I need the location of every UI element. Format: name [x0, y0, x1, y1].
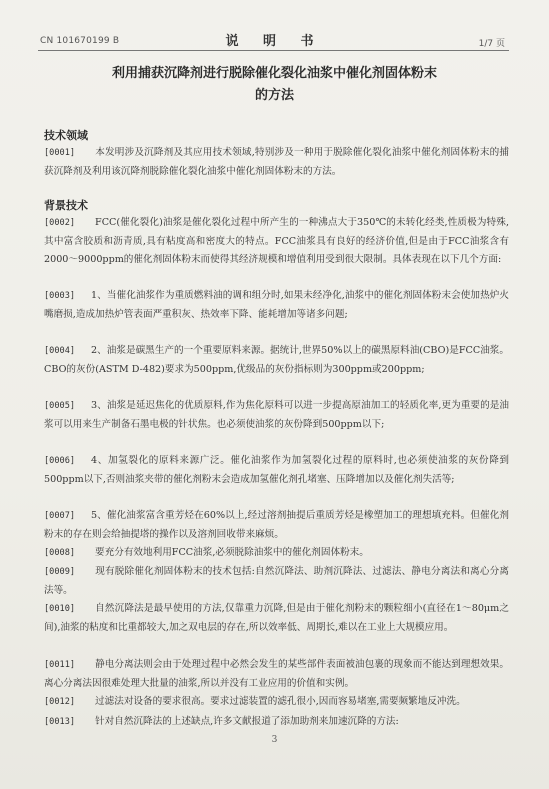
- paragraph-0003: [44, 287, 509, 324]
- paragraph-number: [0001]: [44, 148, 76, 158]
- section-heading-tech-field: 技术领域: [44, 129, 88, 142]
- paragraph-0013: [44, 713, 509, 732]
- paragraph-text: 2、油浆是碳黑生产的一个重要原料来源。据统计,世界50%以上的碳黑原料油(CBO)是FCC油浆。CBO的灰份(ASTM D-482)要求为500ppm,优级品的灰份指标则为300ppm或200ppm;: [44, 345, 509, 375]
- paragraph-number: [0009]: [44, 567, 76, 577]
- paragraph-0010: [44, 600, 509, 637]
- paragraph-number: [0005]: [44, 401, 76, 411]
- paragraph-0009: [44, 563, 509, 600]
- paragraph-text: 静电分离法则会由于处理过程中必然会发生的某些部件表面被油包裹的现象而不能达到理想效果。离心分离法因很难处理大批量的油浆,所以并没有工业应用的价值和实例。: [44, 659, 509, 689]
- paragraph-number: [0002]: [44, 218, 76, 228]
- section-heading-background: 背景技术: [44, 199, 88, 212]
- paragraph-0007: [44, 507, 509, 544]
- paragraph-number: [0012]: [44, 697, 76, 707]
- paragraph-text: 针对自然沉降法的上述缺点,许多文献报道了添加助剂来加速沉降的方法:: [95, 716, 399, 727]
- paragraph-number: [0010]: [44, 604, 76, 614]
- paragraph-number: [0013]: [44, 717, 76, 727]
- paragraph-0011: [44, 656, 509, 693]
- document-title: [60, 63, 489, 107]
- patent-number: CN 101670199 B: [40, 36, 120, 46]
- document-title-line-1: 利用捕获沉降剂进行脱除催化裂化油浆中催化剂固体粉末: [111, 66, 437, 81]
- paragraph-text: FCC(催化裂化)油浆是催化裂化过程中所产生的一种沸点大于350℃的未转化经类,性质极为特殊,其中富含胶质和沥青质,具有粘度高和密度大的特点。FCC油浆具有良好的经济价值,但是由于FCC油浆含有2000～9000ppm的催化剂固体粉末而使得其经济规模和增值利用受到很大限制。具体表现在以下几个方面:: [44, 217, 509, 265]
- paragraph-text: 本发明涉及沉降剂及其应用技术领域,特别涉及一种用于脱除催化裂化油浆中催化剂固体粉末的捕获沉降剂及利用该沉降剂脱除催化裂化油浆中催化剂固体粉末的方法。: [44, 147, 509, 177]
- paragraph-number: [0006]: [44, 456, 76, 466]
- paragraph-0001: [44, 144, 509, 181]
- paragraph-number: [0004]: [44, 346, 76, 356]
- paragraph-text: 现有脱除催化剂固体粉末的技术包括:自然沉降法、助剂沉降法、过滤法、静电分离法和离心分离法等。: [44, 566, 509, 596]
- paragraph-number: [0008]: [44, 548, 76, 558]
- paragraph-text: 5、催化油浆富含重芳烃在60%以上,经过溶剂抽提后重质芳烃是橡塑加工的理想填充料。但催化剂粉末的存在则会给抽提塔的操作以及溶剂回收带来麻烦。: [44, 510, 509, 540]
- paragraph-0006: [44, 452, 509, 489]
- paragraph-text: 4、加氢裂化的原料来源广泛。催化油浆作为加氢裂化过程的原料时,也必须使油浆的灰份降到500ppm以下,否则油浆夹带的催化剂粉末会造成加氢催化剂孔堵塞、压降增加以及催化剂失活等;: [44, 455, 509, 485]
- paragraph-0012: [44, 693, 509, 712]
- header-title: 说 明 书: [225, 34, 324, 49]
- header-rule: [38, 50, 509, 51]
- paragraph-number: [0003]: [44, 291, 76, 301]
- paragraph-text: 自然沉降法是最早使用的方法,仅靠重力沉降,但是由于催化剂粉末的颗粒细小(直径在1～80μm之间),油浆的粘度和比重都较大,加之双电层的存在,所以效率低、周期长,难以在工业上大规模应用。: [44, 603, 509, 633]
- paragraph-0004: [44, 342, 509, 379]
- paragraph-0002: [44, 214, 509, 270]
- page-number: 3: [271, 735, 278, 745]
- paragraph-text: 3、油浆是延迟焦化的优质原料,作为焦化原料可以进一步提高原油加工的轻质化率,更为重要的是油浆可以用来生产制备石墨电极的针状焦。也必须使油浆的灰份降到500ppm以下;: [44, 400, 509, 430]
- paragraph-text: 要充分有效地利用FCC油浆,必须脱除油浆中的催化剂固体粉末。: [95, 547, 369, 558]
- paragraph-0008: [44, 544, 509, 563]
- paragraph-0005: [44, 397, 509, 434]
- document-title-line-2: 的方法: [254, 88, 294, 103]
- paragraph-text: 1、当催化油浆作为重质燃料油的调和组分时,如果未经净化,油浆中的催化剂固体粉末会使加热炉火嘴磨损,造成加热炉管表面严重积灰、热效率下降、能耗增加等诸多问题;: [44, 290, 509, 320]
- header-page-indicator: 1/7 页: [478, 39, 505, 49]
- paragraph-number: [0011]: [44, 660, 76, 670]
- paragraph-number: [0007]: [44, 511, 76, 521]
- paragraph-text: 过滤法对设备的要求很高。要求过滤装置的滤孔很小,因而容易堵塞,需要频繁地反冲洗。: [95, 696, 466, 707]
